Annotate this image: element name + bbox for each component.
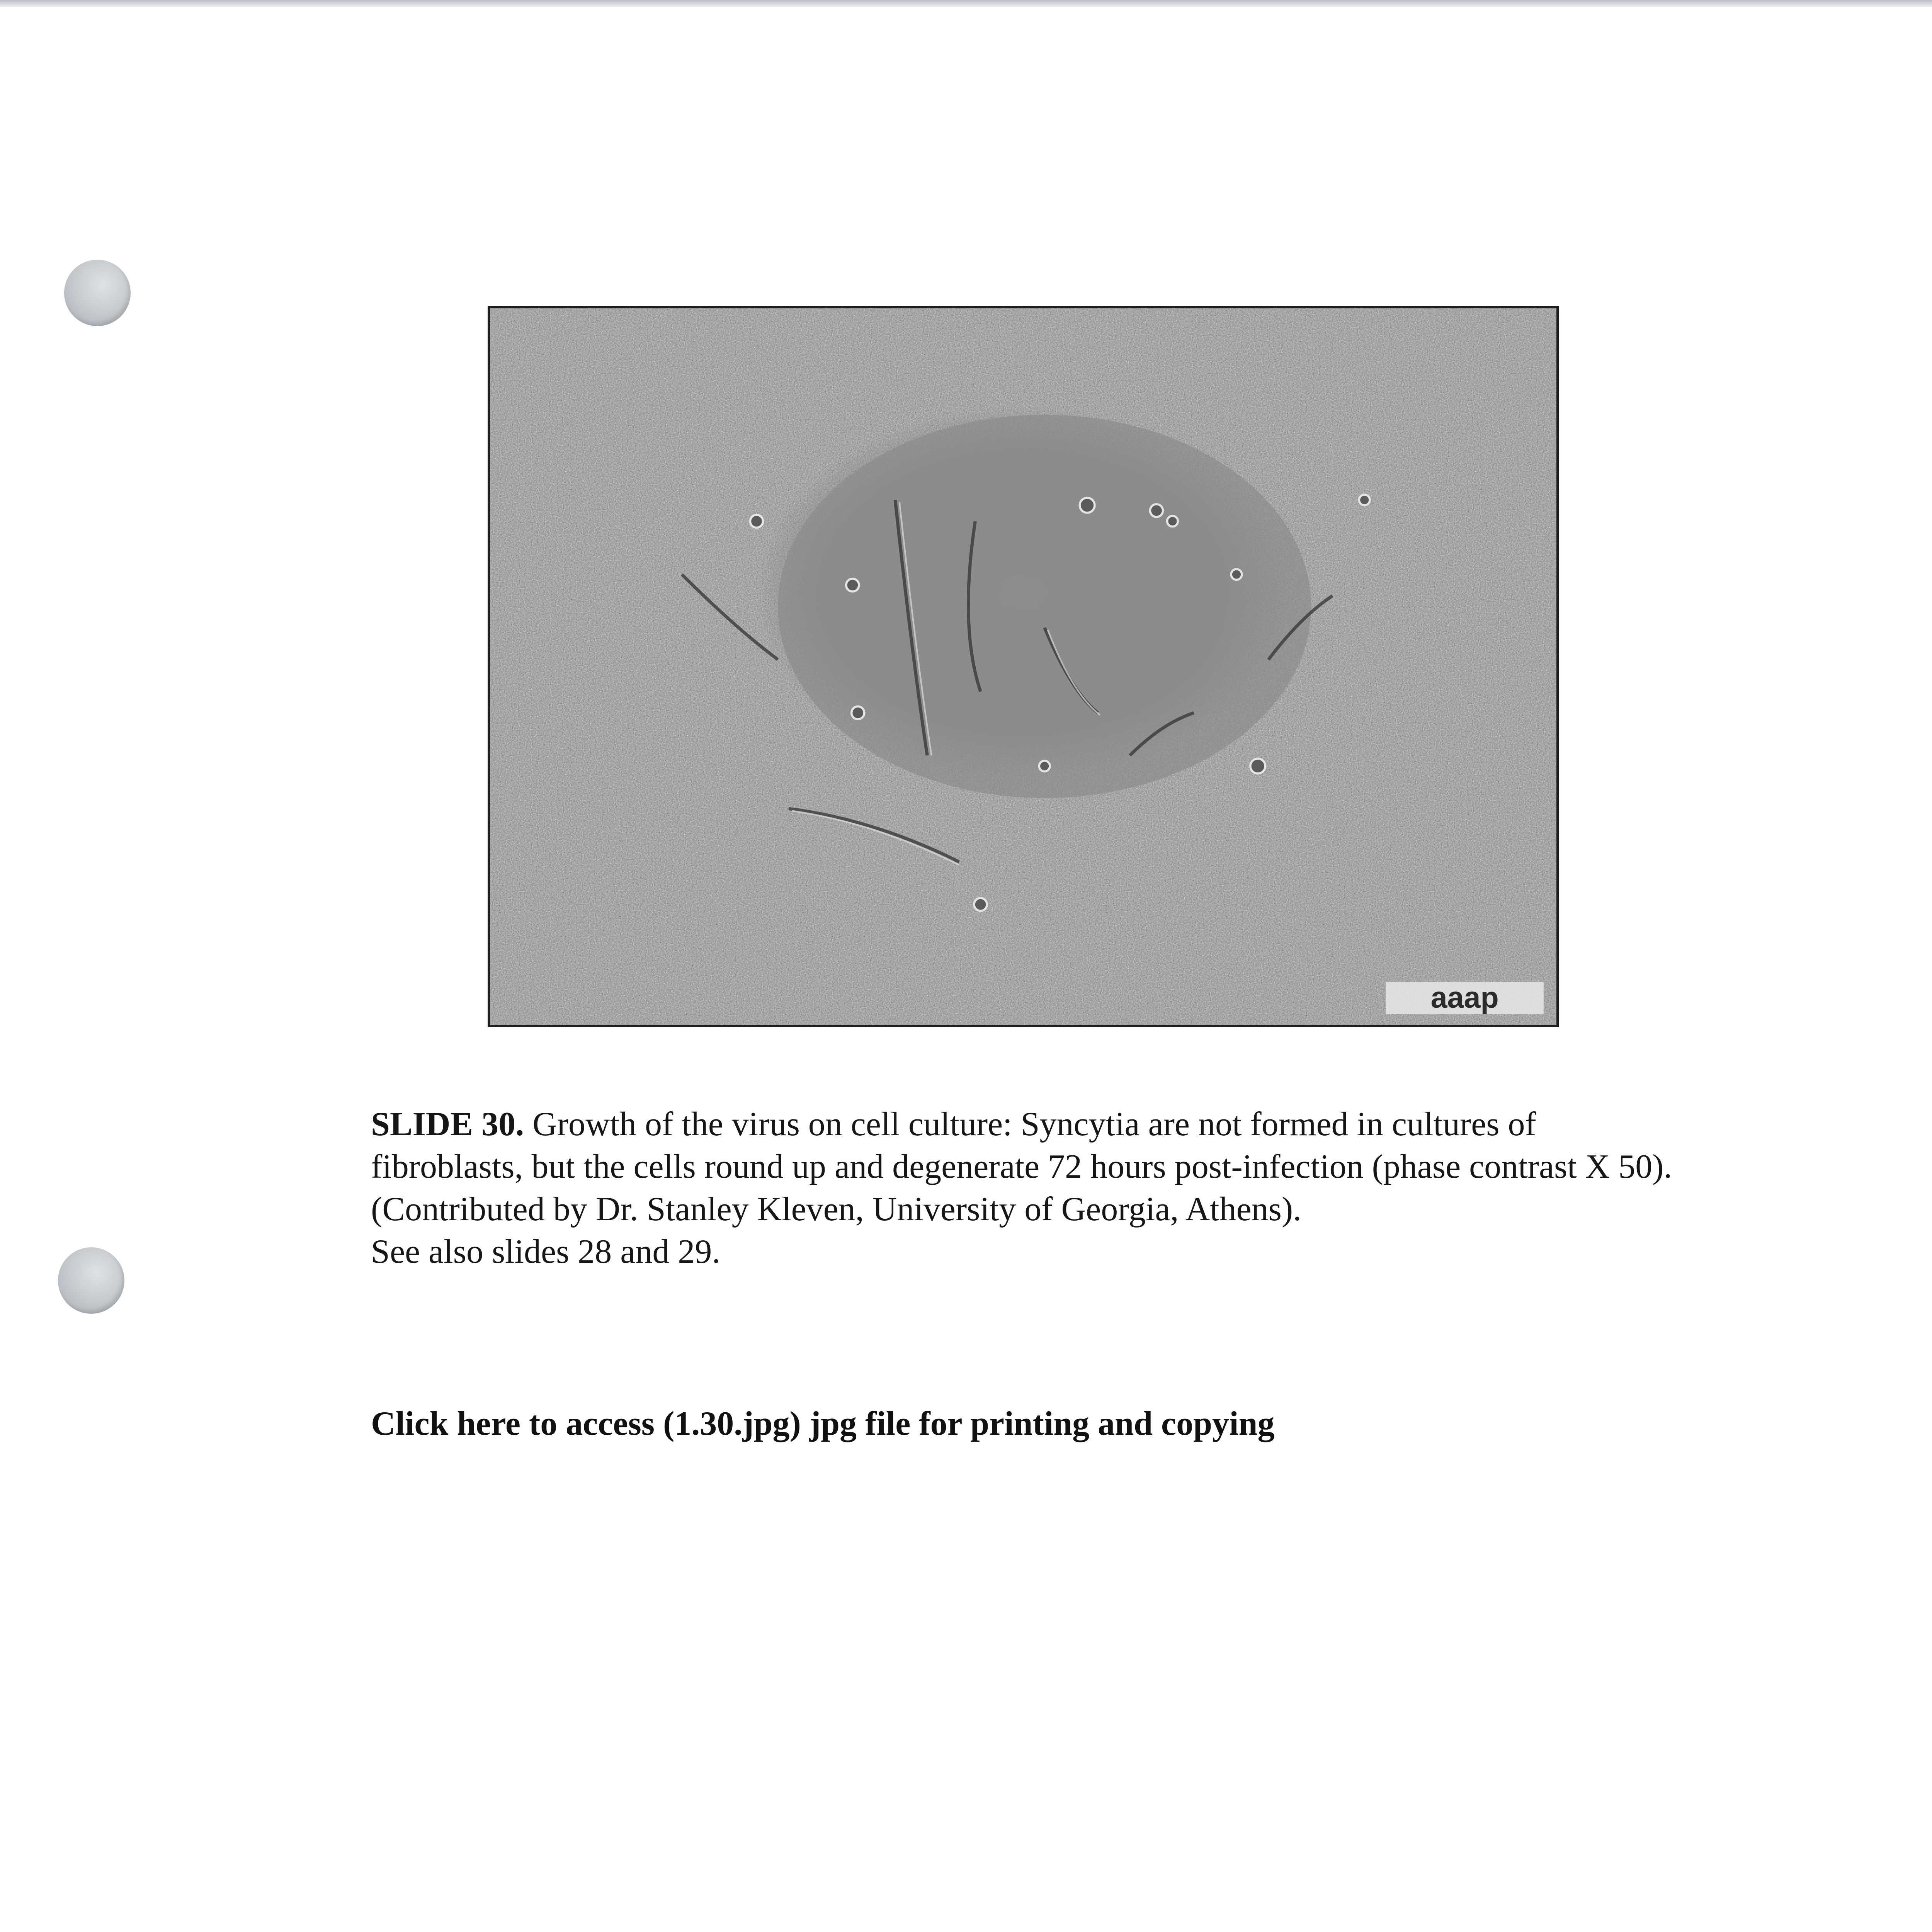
slide-caption	[371, 1103, 1692, 1273]
caption-text	[371, 1103, 1692, 1231]
download-jpg-link[interactable]: Click here to access (1.30.jpg) jpg file for printing and copying	[371, 1405, 1275, 1442]
see-also-text: See also slides 28 and 29.	[371, 1233, 721, 1270]
aaap-logo	[1386, 981, 1543, 1014]
punch-hole	[58, 1247, 124, 1314]
page-top-edge	[0, 0, 1932, 7]
cell-culture-micrograph	[488, 306, 1559, 1027]
micrograph-image	[490, 308, 1556, 1025]
punch-hole	[64, 260, 131, 326]
slide-description: Growth of the virus on cell culture: Syncytia are not formed in cultures of fibroblasts, but the cells round up and degenerate 72 hours post-infection (phase contrast X 50). (Contributed by Dr. Stanley Kleven, University of Georgia, Athens).	[371, 1105, 1672, 1228]
svg-text:aaap: aaap	[1430, 981, 1499, 1014]
slide-label: SLIDE 30.	[371, 1105, 524, 1143]
